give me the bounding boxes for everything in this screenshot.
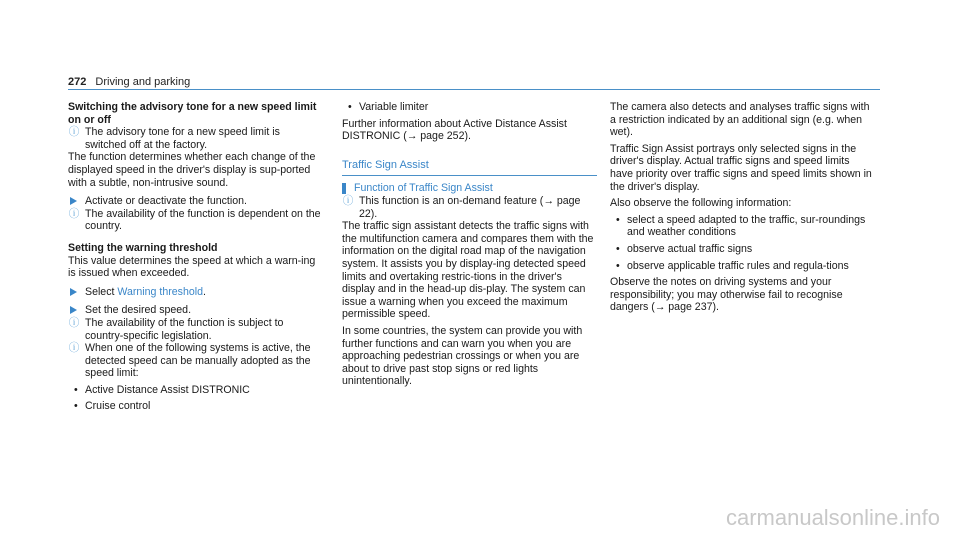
note-text: The availability of the function is subject to country‑specific legislation. [85,316,284,342]
list-item-text: Cruise control [85,400,151,413]
bullet-dot-icon: • [616,213,620,226]
note-text: This function is an on‑demand feature (→ page 22). [359,194,581,220]
action-step [68,286,323,299]
list-item [342,101,597,114]
bullet-dot-icon: • [616,242,620,255]
list-item-text: Variable limiter [359,101,429,113]
list-item [610,243,875,256]
paragraph: Also observe the following information: [610,197,792,210]
note [68,317,323,342]
list-item [68,384,323,397]
note [68,208,323,233]
info-note-icon: ⓘ [68,342,80,355]
bullet-dot-icon: • [616,259,620,272]
page-header [68,76,190,89]
subheading-text: Function of Traffic Sign Assist [354,182,493,195]
step-text-suffix: . [202,285,206,298]
list-item [610,260,875,273]
list-item-text: observe applicable traffic rules and regula‑tions [627,259,849,272]
note-text: The advisory tone for a new speed limit is switched off at the factory. [85,126,280,151]
column-1 [68,101,323,413]
paragraph: Traffic Sign Assist portrays only selected signs in the driver's display. Actual traffic signs and speed limits have priority over traffic signs and speed limits shown in the driver's display. [610,142,872,193]
action-triangle-icon [70,306,77,314]
paragraph: The camera also detects and analyses traffic signs with a restriction indicated by an additional sign (e.g. when wet). [610,101,870,139]
action-step [68,304,323,317]
action-triangle-icon [70,288,77,296]
subheading-function [342,182,597,195]
header-rule [68,89,880,90]
list-item [68,400,323,413]
bullet-dot-icon: • [74,400,78,413]
note [342,195,597,220]
heading-advisory-tone: Switching the advisory tone for a new speed limit on or off [68,101,317,126]
warning-threshold-link[interactable]: Warning threshold [117,285,203,298]
info-note-icon: ⓘ [68,126,80,139]
paragraph: Further information about Active Distance Assist DISTRONIC (→ page 252). [342,117,567,143]
step-text: Activate or deactivate the function. [85,195,247,208]
list-item [610,214,875,239]
watermark: carmanualsonline.info [725,505,940,531]
note [68,342,323,380]
bullet-dot-icon: • [74,383,78,396]
heading-warning-threshold: Setting the warning threshold [68,241,218,254]
page-number: 272 [68,76,87,88]
list-item-text: Active Distance Assist DISTRONIC [85,383,250,396]
section-title: Driving and parking [95,76,191,88]
bullet-dot-icon: • [348,101,352,113]
paragraph: This value determines the speed at which a warn‑ing is issued when exceeded. [68,254,316,280]
section-heading-traffic-sign-assist: Traffic Sign Assist [342,159,597,177]
action-triangle-icon [70,197,77,205]
list-item-text: select a speed adapted to the traffic, sur‑roundings and weather conditions [627,213,866,239]
info-note-icon: ⓘ [342,194,354,207]
paragraph: The function determines whether each change of the displayed speed in the driver's display is sup‑ported with a subtle, non‑intrusive sound. [68,151,316,189]
list-item-text: observe actual traffic signs [627,242,753,255]
info-note-icon: ⓘ [68,316,80,329]
paragraph: In some countries, the system can provide you with further functions and can warn you when you are approaching pedestrian crossings or when you are about to drive past stop signs or red lights unintentionally. [342,324,583,388]
paragraph: The traffic sign assistant detects the traffic signs with the multifunction camera and compares them with the information on the digital road map of the navigation system. It assists you by display‑ing detected speed limits and overtaking restric‑tions in the driver's display and in the head‑up dis‑play. The system can issue a warning when you exceed the maximum permissible speed. [342,220,594,321]
paragraph: Observe the notes on driving systems and your responsibility; you may otherwise fail to recognise dangers (→ page 237). [610,276,843,314]
subheading-bar [342,183,346,194]
info-note-icon: ⓘ [68,207,80,220]
note-text: When one of the following systems is active, the detected speed can be manually adopted as the speed limit: [85,342,311,380]
action-step [68,195,323,208]
step-text: Select [85,285,118,298]
column-2 [342,101,597,388]
column-3 [610,101,875,314]
note [68,126,323,151]
note-text: The availability of the function is dependent on the country. [85,207,321,233]
step-text: Set the desired speed. [85,304,192,317]
